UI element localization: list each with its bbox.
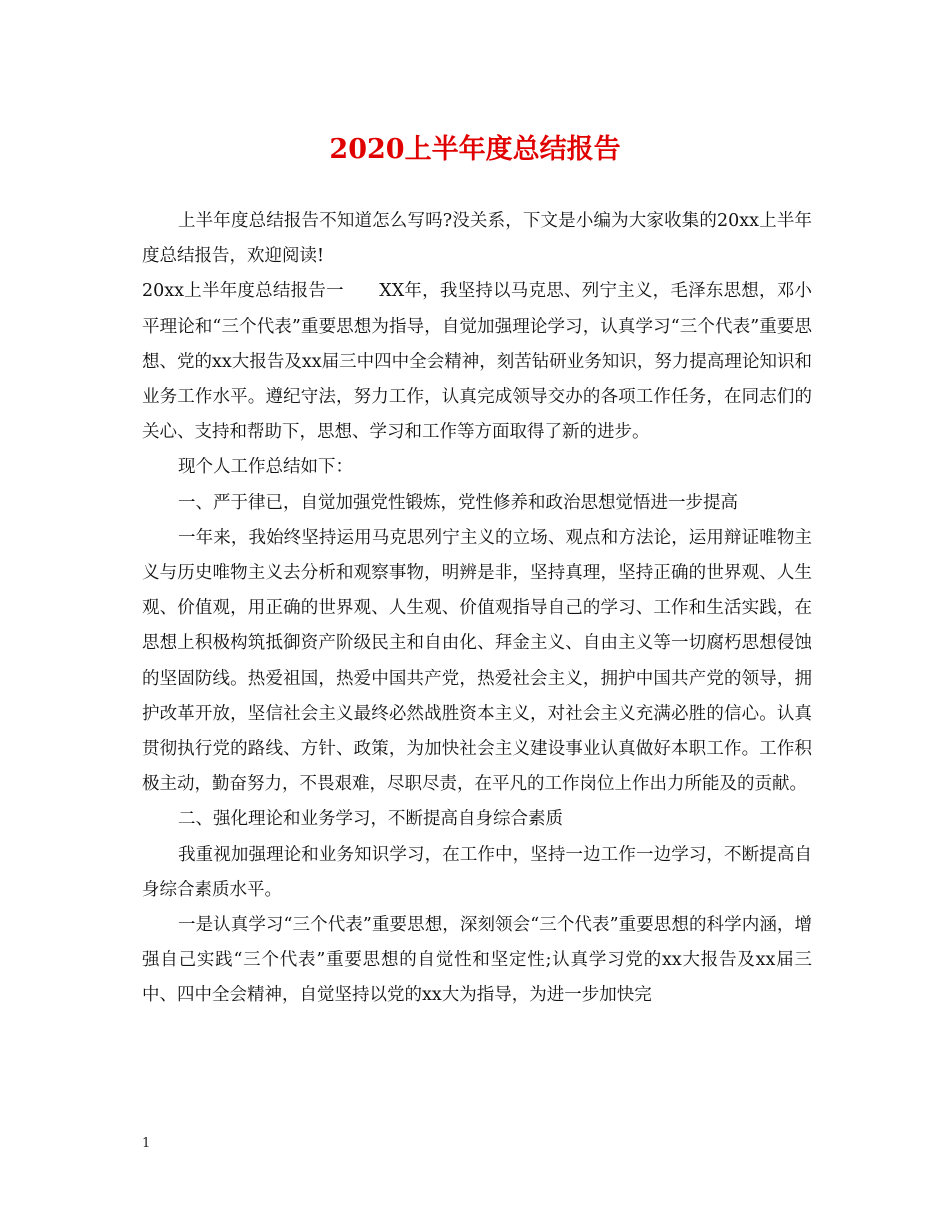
paragraph-intro: 上半年度总结报告不知道怎么写吗?没关系，下文是小编为大家收集的20xx上半年度总结报告，欢迎阅读!: [142, 211, 812, 267]
paragraph-section-one-body: 一年来，我始终坚持运用马克思列宁主义的立场、观点和方法论，运用辩证唯物主义与历史唯物主义去分析和观察事物，明辨是非，坚持真理，坚持正确的世界观、人生观、价值观，用正确的世界观、人生观、价值观指导自己的学习、工作和生活实践，在思想上积极构筑抵御资产阶级民主和自由化、拜金主义、自由主义等一切腐朽思想侵蚀的坚固防线。热爱祖国，热爱中国共产党，热爱社会主义，拥护中国共产党的领导，拥护改革开放，坚信社会主义最终必然战胜资本主义，对社会主义充满必胜的信心。认真贯彻执行党的路线、方针、政策，为加快社会主义建设事业认真做好本职工作。工作积极主动，勤奋努力，不畏艰难，尽职尽责，在平凡的工作岗位上作出力所能及的贡献。: [142, 527, 812, 795]
paragraph-section-two-intro: 我重视加强理论和业务知识学习，在工作中，坚持一边工作一边学习，不断提高自身综合素质水平。: [142, 844, 812, 900]
section-heading-two: 二、强化理论和业务学习，不断提高自身综合素质: [178, 809, 563, 830]
document-title: 2020上半年度总结报告: [329, 134, 621, 165]
paragraph-summary-lead: 现个人工作总结如下：: [178, 457, 353, 478]
section-heading-one: 一、严于律已，自觉加强党性锻炼，党性修养和政治思想觉悟进一步提高: [178, 492, 738, 513]
paragraph-report-one: 20xx上半年度总结报告一 XX年，我坚持以马克思、列宁主义，毛泽东思想，邓小平理论和“三个代表”重要思想为指导，自觉加强理论学习，认真学习“三个代表”重要思想、党的xx大报告及xx届三中四中全会精神，刻苦钻研业务知识，努力提高理论知识和业务工作水平。遵纪守法，努力工作，认真完成领导交办的各项工作任务，在同志们的关心、支持和帮助下，思想、学习和工作等方面取得了新的进步。: [142, 281, 812, 443]
page-number: 1: [142, 1136, 151, 1151]
document-body: [142, 204, 812, 1014]
paragraph-section-two-point-one: 一是认真学习“三个代表”重要思想，深刻领会“三个代表”重要思想的科学内涵，增强自己实践“三个代表”重要思想的自觉性和坚定性;认真学习党的xx大报告及xx届三中、四中全会精神，自觉坚持以党的xx大为指导，为进一步加快完: [142, 915, 812, 1006]
